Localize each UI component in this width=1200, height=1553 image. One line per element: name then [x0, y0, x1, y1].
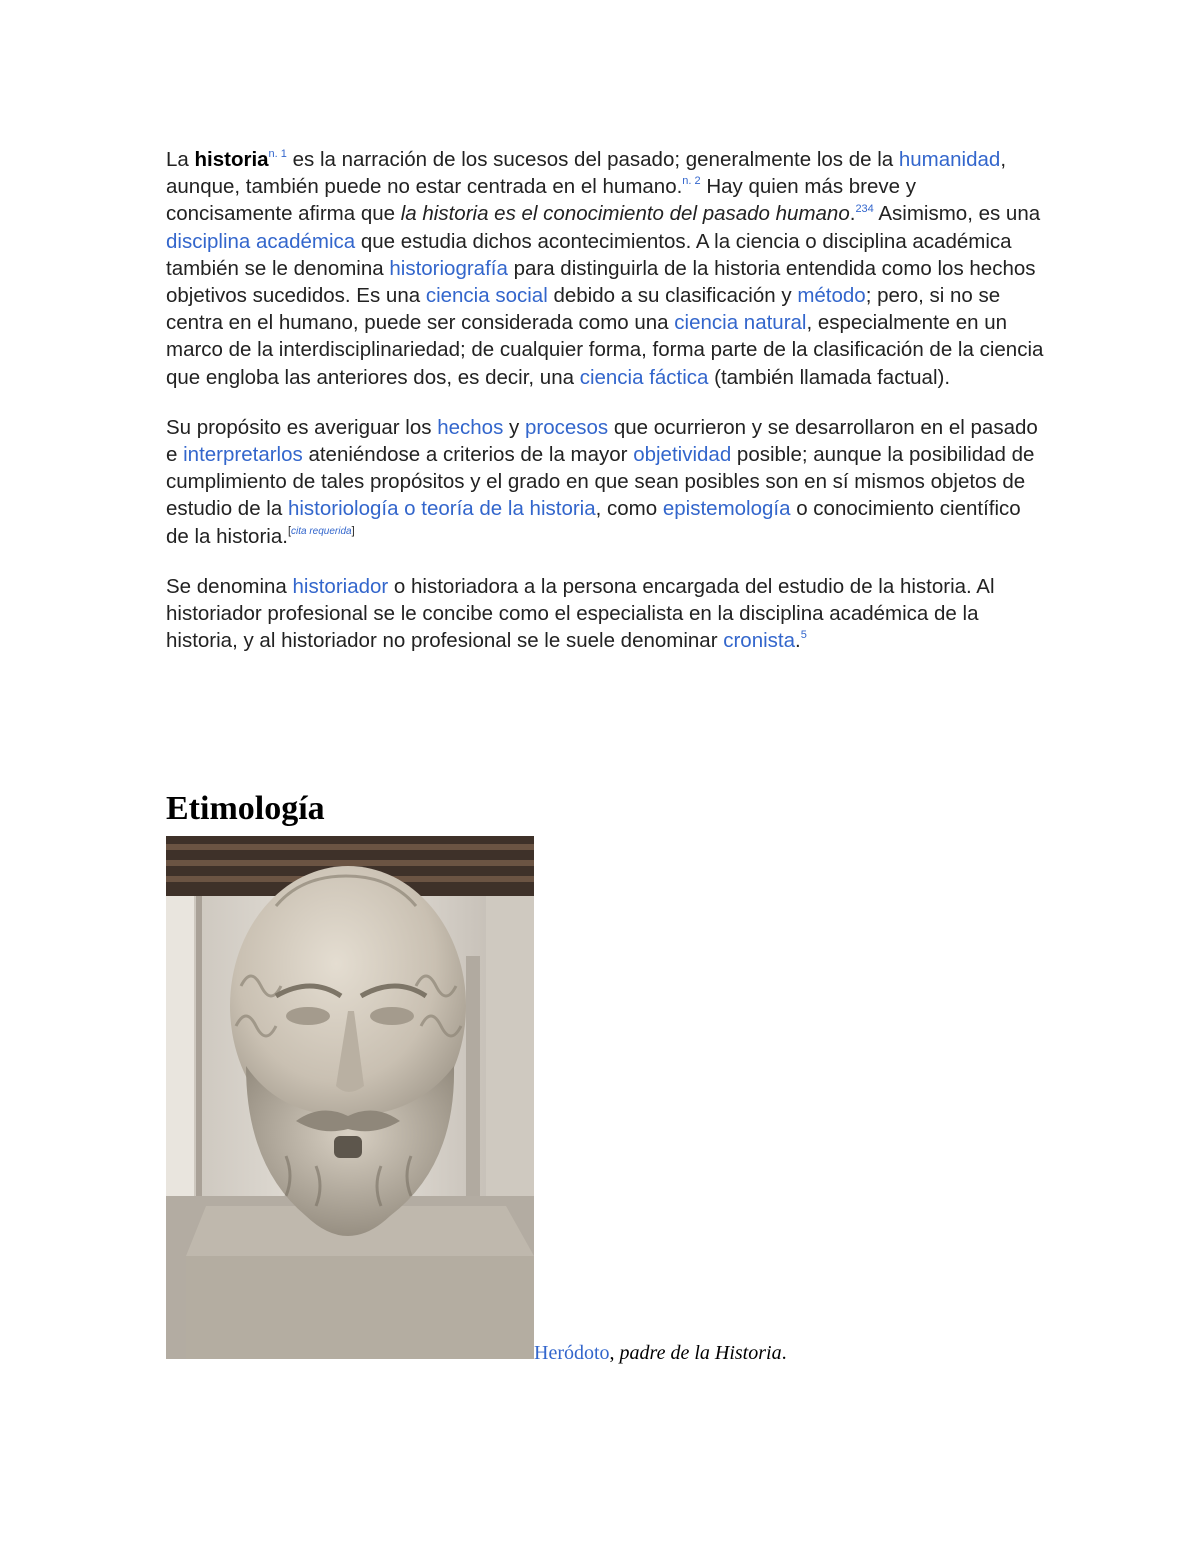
- footnote-234[interactable]: 234: [855, 202, 874, 215]
- text: , aunque, también puede no estar centrada en el humano.: [166, 148, 1007, 199]
- link-herodoto[interactable]: Heródoto: [534, 1342, 610, 1364]
- section-heading-etimologia: Etimología: [166, 790, 325, 827]
- link-objetividad[interactable]: objetividad: [633, 443, 732, 467]
- text: ; pero, si no se centra en el humano, puede ser considerada como una: [166, 284, 1001, 335]
- footnote-n2[interactable]: n. 2: [682, 175, 701, 188]
- text: ateniéndose a criterios de la mayor: [302, 443, 634, 467]
- link-procesos[interactable]: procesos: [524, 415, 609, 439]
- footnote-n1[interactable]: n. 1: [268, 148, 287, 161]
- text: , especialmente en un marco de la interdisciplinariedad; de cualquier forma, forma parte de la clasificación de la ciencia que engloba las anteriores dos, es decir, una: [166, 311, 1044, 389]
- text: o historiadora a la persona encargada del estudio de la historia. Al historiador profesional se le concibe como el especialista en la disciplina académica de la historia, y al historiador no profesional se le suele denominar: [166, 574, 995, 653]
- text: que ocurrieron y se desarrollaron en el pasado e: [166, 415, 1038, 467]
- text: .: [795, 629, 801, 653]
- text: posible; aunque la posibilidad de cumplimiento de tales propósitos y el grado en que sean posibles son en sí mismos objetos de estudio de la: [166, 443, 1035, 521]
- paragraph-proposito: [166, 414, 1046, 550]
- text: Hay quien más breve y concisamente afirma que: [166, 175, 917, 226]
- text: y: [503, 415, 525, 439]
- bracket: [: [287, 524, 291, 537]
- text: La: [166, 148, 195, 171]
- link-ciencia-natural[interactable]: ciencia natural: [674, 311, 807, 335]
- text: que estudia dichos acontecimientos. A la ciencia o disciplina académica también se le denomina: [166, 229, 1012, 280]
- text: Su propósito es averiguar los: [166, 415, 438, 439]
- link-historiador[interactable]: historiador: [292, 574, 389, 598]
- link-cronista[interactable]: cronista: [723, 629, 796, 653]
- link-metodo[interactable]: método: [797, 284, 866, 308]
- text: es la narración de los sucesos del pasado; generalmente los de la: [286, 148, 899, 171]
- link-historiografia[interactable]: historiografía: [389, 256, 508, 280]
- link-ciencia-factica[interactable]: ciencia fáctica: [579, 365, 709, 389]
- text: debido a su clasificación y: [547, 284, 798, 308]
- link-disciplina-academica[interactable]: disciplina académica: [166, 229, 356, 253]
- text: o conocimiento científico de la historia.: [166, 497, 1021, 548]
- text: .: [781, 1342, 787, 1364]
- footnote-5[interactable]: 5: [800, 629, 807, 642]
- citation-needed-label[interactable]: cita requerida: [291, 525, 352, 537]
- article-body: [166, 146, 1046, 677]
- herodotus-bust-image: [166, 836, 534, 1359]
- paragraph-historiador: [166, 573, 1046, 655]
- image-caption: [534, 1339, 787, 1367]
- link-epistemologia[interactable]: epistemología: [662, 497, 791, 521]
- text: Asimismo, es una: [873, 202, 1041, 226]
- caption-italic: padre de la Historia: [619, 1342, 782, 1364]
- text: ,: [609, 1342, 620, 1364]
- text: , como: [595, 497, 663, 521]
- citation-needed[interactable]: [288, 525, 355, 537]
- text: para distinguirla de la historia entendida como los hechos objetivos sucedidos. Es una: [166, 256, 1036, 308]
- italic-definition: la historia es el conocimiento del pasado humano: [400, 202, 850, 226]
- link-ciencia-social[interactable]: ciencia social: [425, 284, 548, 308]
- text: (también llamada factual).: [708, 365, 951, 389]
- text: .: [849, 202, 856, 226]
- link-hechos[interactable]: hechos: [437, 415, 504, 439]
- link-interpretarlos[interactable]: interpretarlos: [183, 443, 303, 467]
- link-historiologia[interactable]: historiología o teoría de la historia: [287, 497, 596, 521]
- paragraph-intro: [166, 146, 1046, 391]
- text: Se denomina: [166, 574, 293, 598]
- term-historia: historia: [194, 148, 269, 171]
- link-humanidad[interactable]: humanidad: [898, 148, 1001, 171]
- bracket: ]: [351, 524, 355, 537]
